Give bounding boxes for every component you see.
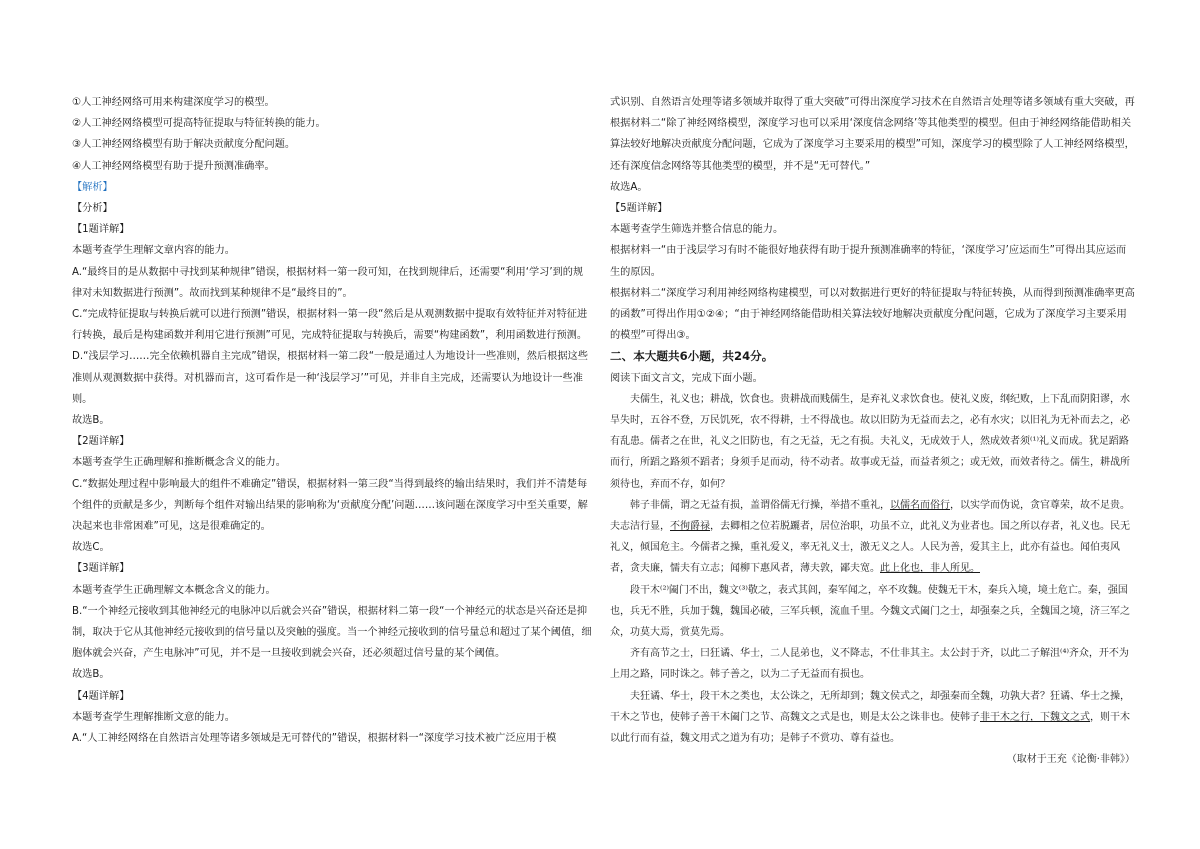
q4-heading: 【4题详解】	[72, 690, 130, 702]
q3-option-b: B.“一个神经元接收到其他神经元的电脉冲以后就会兴奋”错误，根据材料二第一段“一个神经元的状态是兴奋还是抑制，取决于它从其他神经元接收到的信号量以及突触的强度。当一个神经元接收到的信号量总和超过了某个阈值，细胞体就会兴奋，产生电脉冲”可见，并不是一旦接收到就会兴奋，还必须超过信号量的某个阈值。	[72, 605, 592, 660]
para2-underline-3: 此上化也，非人所见。	[880, 563, 980, 575]
q5-intro: 本题考查学生筛选并整合信息的能力。	[610, 224, 784, 236]
option-2: ②人工神经网络模型可提高特征提取与特征转换的能力。	[72, 118, 326, 130]
q2-option-c: C.“数据处理过程中影响最大的组件不难确定”错误，根据材料一第三段“当得到最终的输出结果时，我们并不清楚每个组件的贡献是多少，判断每个组件对输出结果的影响称为‘贡献度分配’问题……该问题在深度学习中至关重要，解决起来也非常困难”可见，这是很难确定的。	[72, 478, 588, 533]
q4-continuation: 式识别、自然语言处理等诸多领域并取得了重大突破”可得出深度学习技术在自然语言处理等诸多领域有重大突破，再根据材料二“除了神经网络模型，深度学习也可以采用‘深度信念网络’等其他类型的模型。但由于神经网络能借助相关算法较好地解决贡献度分配问题，它成为了深度学习主要采用的模型”可知，深度学习的模型除了人工神经网络模型，还有深度信念网络等其他类型的模型，并不是“无可替代。”	[610, 97, 1135, 172]
para2-text-b: ，以实学而伪说，贪官尊荣，故不足贵。夫志洁行显，	[610, 499, 1130, 533]
para2-text-a: 韩子非儒，谓之无益有损，盖谓俗儒无行操，举措不重礼，	[630, 499, 890, 511]
q5-heading: 【5题详解】	[610, 203, 668, 215]
para2-text-c: ，去卿相之位若脱躧者，居位治职，功虽不立，此礼义为业者也。国之所以存者，礼义也。民无礼义，倾国危主。今儒者之操，重礼爱义，率无礼义士，激无义之人。人民为善，爱其主上，此亦有益也。闻伯夷风者，贪夫廉，懦夫有立志；闻柳下惠风者，薄夫敦，鄙夫宽。	[610, 521, 1130, 575]
classical-paragraph-3: 段干木⁽²⁾阖门不出，魏文⁽³⁾敬之，表式其闾，秦军闻之，卒不攻魏。使魏无干木，秦兵入境，境土危亡。秦，强国也，兵无不胜，兵加于魏，魏国必破，三军兵顿，流血千里。今魏文式阖门之士，却强秦之兵，全魏国之境，济三军之众，功莫大焉，赏莫先焉。	[610, 584, 1130, 639]
q2-heading: 【2题详解】	[72, 436, 130, 448]
source-citation: （取材于王充《论衡·非韩》）	[1006, 754, 1135, 766]
classical-paragraph-4: 齐有高节之士，曰狂谲、华士，二人昆弟也，义不降志，不仕非其主。太公封于齐，以此二子解沮⁽⁴⁾齐众，开不为上用之路，同时诛之。韩子善之，以为二子无益而有损也。	[610, 648, 1129, 681]
q1-intro: 本题考查学生理解文章内容的能力。	[72, 245, 235, 257]
q4-answer: 故选A。	[610, 181, 648, 193]
q4-option-a: A.“人工神经网络在自然语言处理等诸多领域是无可替代的”错误，根据材料一“深度学习技术被广泛应用于模	[72, 733, 557, 745]
right-column	[610, 92, 1135, 771]
para5-text-a: 夫狂谲、华士，段干木之类也，太公诛之，无所却到；魏文侯式之，却强秦而全魏，功孰大者？狂谲、华士之操，干木之节也，使韩子善干木阖门之节、高魏文之式是也，则是太公之诛非也。使韩子	[610, 690, 1130, 723]
q1-option-c: C.“完成特征提取与转换后就可以进行预测”错误，根据材料一第一段“然后是从观测数据中提取有效特征并对特征进行转换，最后是构建函数并利用它进行预测”可见，完成特征提取与转换后，需要“构建函数”，利用函数进行预测。	[72, 309, 588, 342]
option-1: ①人工神经网络可用来构建深度学习的模型。	[72, 97, 275, 108]
classical-paragraph-5	[610, 686, 1135, 750]
q3-heading: 【3题详解】	[72, 563, 130, 575]
q4-intro: 本题考查学生理解推断文意的能力。	[72, 711, 235, 723]
q2-answer: 故选C。	[72, 542, 110, 554]
option-4: ④人工神经网络模型有助于提升预测准确率。	[72, 160, 275, 172]
section-2-title: 二、本大题共6小题，共24分。	[610, 349, 774, 364]
q3-intro: 本题考查学生正确理解文本概念含义的能力。	[72, 584, 276, 596]
section-2-intro: 阅读下面文言文，完成下面小题。	[610, 372, 763, 384]
q1-option-a: A.“最终目的是从数据中寻找到某种规律”错误，根据材料一第一段可知，在找到规律后，还需要“利用‘学习’到的规律对未知数据进行预测”。故而找到某种规律不是“最终目的”。	[72, 266, 584, 299]
option-3: ③人工神经网络模型有助于解决贡献度分配问题。	[72, 139, 296, 151]
q1-answer: 故选B。	[72, 415, 110, 427]
q3-answer: 故选B。	[72, 669, 110, 681]
q1-heading: 【1题详解】	[72, 224, 130, 236]
q5-paragraph-2: 根据材料二“深度学习利用神经网络构建模型，可以对数据进行更好的特征提取与特征转换，从而得到预测准确率更高的函数”可得出作用①②④；“由于神经网络能借助相关算法较好地解决贡献度分配问题，它成为了深度学习主要采用的模型”可得出③。	[610, 287, 1135, 342]
q2-intro: 本题考查学生正确理解和推断概念含义的能力。	[72, 457, 286, 469]
classical-paragraph-2	[610, 495, 1135, 580]
para5-text-b: ，则干木以此行而有益，魏文用式之道为有功；是韩子不赏功、尊有益也。	[610, 711, 1130, 745]
left-column	[72, 92, 592, 749]
para5-underline: 非干木之行，下魏文之式	[980, 711, 1090, 723]
q1-option-d: D.“浅层学习……完全依赖机器自主完成”错误，根据材料一第二段“一般是通过人为地设计一些准则，然后根据这些准则从观测数据中获得。对机器而言，这可看作是一种‘浅层学习’”可见，并非自主完成，还需要认为地设计一些准则。	[72, 351, 588, 405]
analysis-tag: 【解析】	[72, 181, 113, 193]
para2-underline-2: 不徇爵禄	[670, 521, 710, 533]
para2-underline-1: 以儒名而俗行	[890, 499, 950, 511]
q5-paragraph-1: 根据材料一“由于浅层学习有时不能很好地获得有助于提升预测准确率的特征，‘深度学习’应运而生”可得出其应运而生的原因。	[610, 245, 1127, 278]
classical-paragraph-1: 夫儒生，礼义也；耕战，饮食也。贵耕战而贱儒生，是弃礼义求饮食也。使礼义废，纲纪败，上下乱而阴阳谬，水旱失时，五谷不登，万民饥死，农不得耕，士不得战也。故以旧防为无益而去之，必有水灾；以旧礼为无补而去之，必有乱患。儒者之在世，礼义之旧防也，有之无益，无之有损。夫礼义，无成效于人，然成效者须⁽¹⁾礼义而成。犹足蹈路而行，所蹈之路须不蹈者；身须手足而动，待不动者。故事或无益，而益者须之；或无效，而效者待之。儒生，耕战所须待也，弃而不存，如何？	[610, 393, 1130, 490]
fenxi-heading: 【分析】	[72, 203, 113, 215]
